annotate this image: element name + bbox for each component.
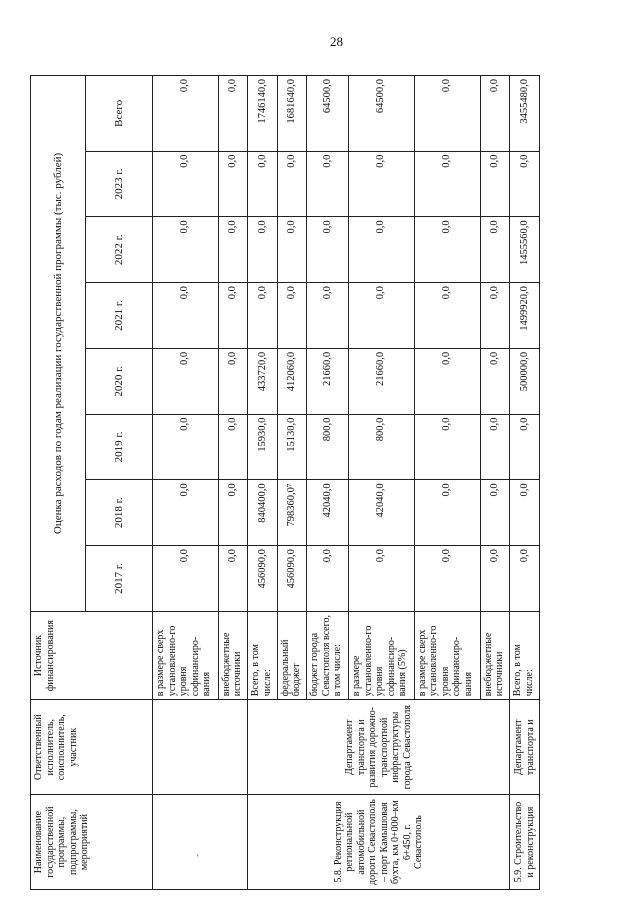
cell-value: 21660,0 xyxy=(307,348,349,414)
cell-total: 64500,0 xyxy=(349,76,415,152)
cell-value: 0,0 xyxy=(218,283,248,349)
header-year: 2020 г. xyxy=(86,348,153,414)
cell-value: 0,0 xyxy=(480,546,510,612)
cell-value: 0,0 xyxy=(349,283,415,349)
cell-value: 42040,0 xyxy=(307,480,349,546)
cell-source: в размере установленно-го уровня софинансиро-вания (5%) xyxy=(349,611,415,699)
cell-value: 800,0 xyxy=(349,414,415,480)
cell-value: 0,0 xyxy=(307,283,349,349)
cell-value: 15930,0 xyxy=(248,414,278,480)
cell-value: 412060,0 xyxy=(277,348,307,414)
cell-value: 0,0 xyxy=(153,217,219,283)
cell-value: 0,0 xyxy=(480,348,510,414)
header-total: Всего xyxy=(86,76,153,152)
cell-value: 0,0 xyxy=(153,480,219,546)
cell-value: 798360,0⁷ xyxy=(277,480,307,546)
cell-value: 0,0 xyxy=(153,283,219,349)
table-row xyxy=(153,76,219,890)
cell-executor: Департамент транспорта и развития дорожно-транспортной инфраструктуры города Севастополя xyxy=(248,700,510,795)
cell-value: 0,0 xyxy=(480,283,510,349)
cell-value: 0,0 xyxy=(414,348,480,414)
cell-value: 0,0 xyxy=(153,151,219,217)
cell-value: 0,0 xyxy=(414,546,480,612)
cell-value: 0,0 xyxy=(153,546,219,612)
cell-value: 0,0 xyxy=(480,151,510,217)
header-expense-estimate: Оценка расходов по годам реализации государственной программы (тыс. рублей) xyxy=(31,76,86,612)
cell-value: 0,0 xyxy=(307,151,349,217)
cell-value: 0,0 xyxy=(349,151,415,217)
header-year: 2018 г. xyxy=(86,480,153,546)
cell-source: внебюджетные источники xyxy=(480,611,510,699)
cell-total: 0,0 xyxy=(218,76,248,152)
cell-name-prev xyxy=(153,795,248,890)
header-name: Наименование государственной программы, подпрограммы, мероприятий xyxy=(31,795,153,890)
cell-value: 21660,0 xyxy=(349,348,415,414)
header-year: 2017 г. xyxy=(86,546,153,612)
cell-value: 0,0 xyxy=(277,217,307,283)
cell-value: 0,0 xyxy=(510,151,540,217)
cell-source: в размере сверх установленно-го уровня софинансиро-вания xyxy=(153,611,219,699)
page-number: 28 xyxy=(330,34,343,49)
cell-value: 0,0 xyxy=(307,217,349,283)
cell-value: 0,0 xyxy=(218,217,248,283)
cell-value: 456090,0 xyxy=(248,546,278,612)
cell-value: 0,0 xyxy=(414,480,480,546)
cell-value: 433720,0 xyxy=(248,348,278,414)
scan-mark: ' xyxy=(197,853,199,863)
cell-value: 0,0 xyxy=(480,480,510,546)
cell-value: 0,0 xyxy=(218,414,248,480)
cell-value: 0,0 xyxy=(153,414,219,480)
cell-value: 0,0 xyxy=(307,546,349,612)
cell-value: 1455560,0 xyxy=(510,217,540,283)
cell-value: 42040,0 xyxy=(349,480,415,546)
header-year: 2021 г. xyxy=(86,283,153,349)
header-year: 2023 г. xyxy=(86,151,153,217)
cell-total: 3455480,0 xyxy=(510,76,540,152)
cell-value: 0,0 xyxy=(218,151,248,217)
cell-executor: Департамент транспорта и xyxy=(510,700,540,795)
cell-value: 0,0 xyxy=(248,283,278,349)
cell-value: 0,0 xyxy=(248,217,278,283)
cell-value: 0,0 xyxy=(480,217,510,283)
cell-measure-name: 5.9. Строительство и реконструкция xyxy=(510,795,540,890)
cell-value: 456090,0 xyxy=(277,546,307,612)
cell-value: 0,0 xyxy=(414,414,480,480)
cell-source: в размере сверх установленно-го уровня софинансиро-вания xyxy=(414,611,480,699)
cell-measure-name: 5.8. Реконструкция региональной автомобильной дороги Севастополь – порт Камышовая бухта, км 0+000–км 6+450, г. Севастополь xyxy=(248,795,510,890)
cell-total: 0,0 xyxy=(480,76,510,152)
cell-value: 1499920,0 xyxy=(510,283,540,349)
cell-value: 0,0 xyxy=(218,348,248,414)
cell-value: 0,0 xyxy=(248,151,278,217)
cell-value: 15130,0 xyxy=(277,414,307,480)
cell-value: 0,0 xyxy=(277,283,307,349)
cell-value: 0,0 xyxy=(414,283,480,349)
cell-source: Всего, в том числе: xyxy=(248,611,278,699)
table-row xyxy=(510,76,540,890)
cell-value: 0,0 xyxy=(218,480,248,546)
cell-source: бюджет города Севастополя всего, в том числе: xyxy=(307,611,349,699)
cell-total: 1746140,0 xyxy=(248,76,278,152)
cell-value: 0,0 xyxy=(349,217,415,283)
cell-value: 0,0 xyxy=(414,217,480,283)
cell-value: 0,0 xyxy=(414,151,480,217)
cell-value: 0,0 xyxy=(480,414,510,480)
header-executor: Ответственный исполнитель, соисполнитель, участник xyxy=(31,700,153,795)
cell-value: 800,0 xyxy=(307,414,349,480)
cell-source: внебюджетные источники xyxy=(218,611,248,699)
budget-table xyxy=(30,75,540,890)
cell-value: 500000,0 xyxy=(510,348,540,414)
cell-source: федеральный бюджет xyxy=(277,611,307,699)
cell-value: 0,0 xyxy=(510,480,540,546)
cell-value: 0,0 xyxy=(153,348,219,414)
cell-total: 0,0 xyxy=(414,76,480,152)
cell-value: 0,0 xyxy=(510,414,540,480)
rotated-table-container xyxy=(30,75,540,890)
cell-source: Всего, в том числе: xyxy=(510,611,540,699)
header-year: 2022 г. xyxy=(86,217,153,283)
cell-value: 0,0 xyxy=(277,151,307,217)
cell-total: 0,0 xyxy=(153,76,219,152)
cell-value: 0,0 xyxy=(510,546,540,612)
cell-value: 840400,0 xyxy=(248,480,278,546)
header-year: 2019 г. xyxy=(86,414,153,480)
cell-executor-prev xyxy=(153,700,248,795)
header-source: Источник финансирования xyxy=(31,611,153,699)
cell-value: 0,0 xyxy=(349,546,415,612)
cell-total: 64500,0 xyxy=(307,76,349,152)
cell-value: 0,0 xyxy=(218,546,248,612)
cell-total: 1681640,0 xyxy=(277,76,307,152)
table-row xyxy=(248,76,278,890)
